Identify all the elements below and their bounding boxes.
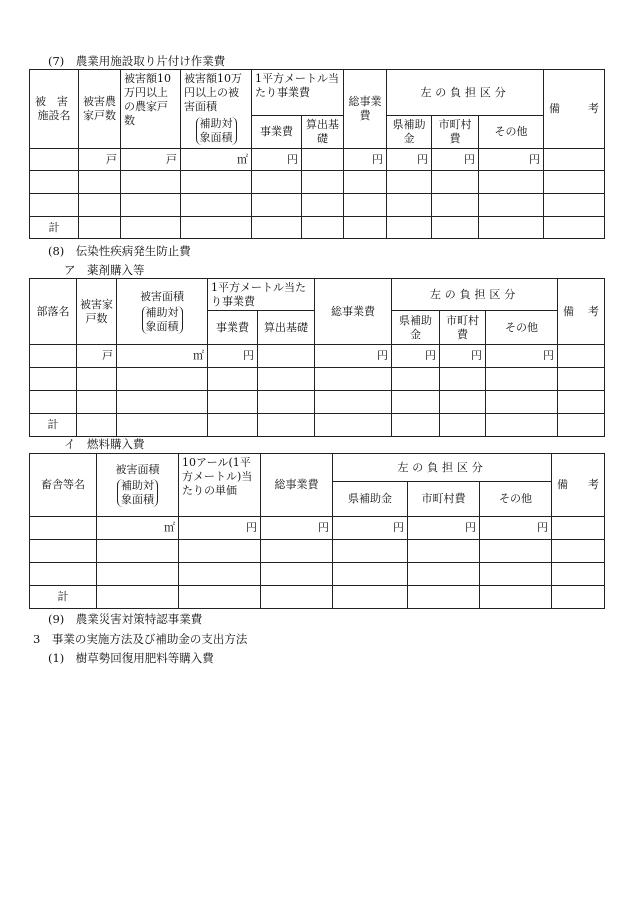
- header-remarks: 備 考: [544, 70, 605, 149]
- section-8-heading: (8) 伝染性疾病発生防止費: [48, 244, 191, 258]
- header-pref-subsidy: 県補助金: [333, 482, 408, 517]
- header-households: 被害家戸数: [77, 279, 117, 345]
- subsidy-area-note: 補助対 象面積: [196, 117, 237, 145]
- header-city-cost: 市町村費: [432, 116, 479, 149]
- facility-cleanup-table: [29, 69, 605, 239]
- header-pref-subsidy: 県補助金: [387, 116, 432, 149]
- unit-yen: 円: [408, 517, 480, 540]
- total-label: 計: [30, 217, 79, 239]
- unit-yen: 円: [479, 149, 544, 171]
- header-barn-name: 畜舎等名: [30, 454, 97, 517]
- unit-yen: 円: [480, 517, 552, 540]
- total-label: 計: [30, 586, 97, 609]
- header-calc-basis: 算出基礎: [302, 116, 344, 149]
- header-burden-split: 左の負担区分: [392, 279, 558, 311]
- unit-sqm: ㎡: [117, 345, 208, 368]
- header-total-cost: 総事業費: [315, 279, 392, 345]
- table-row-total: [30, 586, 605, 609]
- header-city-cost: 市町村費: [440, 311, 486, 345]
- table-row-total: [30, 217, 605, 239]
- header-total-cost: 総事業費: [344, 70, 387, 149]
- section-3-heading: 3 事業の実施方法及び補助金の支出方法: [33, 632, 248, 646]
- header-per-sqm-cost: 1平方メートル当たり事業費: [252, 70, 344, 116]
- header-households: 被害農家戸数: [79, 70, 121, 149]
- table-row: [30, 368, 605, 391]
- unit-household: 戸: [121, 149, 181, 171]
- unit-yen: 円: [179, 517, 261, 540]
- header-village: 部落名: [30, 279, 77, 345]
- table-row-total: [30, 414, 605, 437]
- header-other: その他: [480, 482, 552, 517]
- unit-household: 戸: [79, 149, 121, 171]
- header-10man-households: 被害額10万円以上の農家戸数: [121, 70, 181, 149]
- section-9-heading: (9) 農業災害対策特認事業費: [48, 612, 203, 626]
- section-8a-heading: ア 薬剤購入等: [64, 263, 145, 277]
- unit-yen: 円: [261, 517, 333, 540]
- section-7-heading: (7) 農業用施設取り片付け作業費: [48, 54, 226, 68]
- header-project-cost: 事業費: [252, 116, 302, 149]
- subsidy-area-note: 補助対 象面積: [117, 479, 158, 507]
- table-row: [30, 171, 605, 194]
- unit-yen: 円: [392, 345, 440, 368]
- unit-yen: 円: [486, 345, 558, 368]
- header-total-cost: 総事業費: [261, 454, 333, 517]
- header-calc-basis: 算出基礎: [258, 311, 315, 345]
- header-project-cost: 事業費: [208, 311, 258, 345]
- header-burden-split: 左の負担区分: [333, 454, 552, 482]
- header-other: その他: [486, 311, 558, 345]
- unit-household: 戸: [77, 345, 117, 368]
- unit-yen: 円: [333, 517, 408, 540]
- unit-yen: 円: [440, 345, 486, 368]
- table-row-units: [30, 517, 605, 540]
- total-label: 計: [30, 414, 77, 437]
- table-row: [30, 391, 605, 414]
- fuel-purchase-table: [29, 453, 605, 609]
- header-per-sqm-cost: 1平方メートル当たり事業費: [208, 279, 315, 311]
- header-burden-split: 左の負担区分: [387, 70, 544, 116]
- unit-yen: 円: [387, 149, 432, 171]
- unit-yen: 円: [208, 345, 258, 368]
- unit-yen: 円: [252, 149, 302, 171]
- subsidy-area-note: 補助対 象面積: [142, 306, 183, 334]
- header-damaged-area: 被害面積 補助対 象面積: [97, 454, 179, 517]
- table-row: [30, 563, 605, 586]
- header-damaged-area: 被害額10万円以上の被害面積 補助対 象面積: [181, 70, 252, 149]
- unit-yen: 円: [315, 345, 392, 368]
- unit-yen: 円: [344, 149, 387, 171]
- unit-sqm: ㎡: [181, 149, 252, 171]
- header-damaged-area: 被害面積 補助対 象面積: [117, 279, 208, 345]
- section-8b-heading: イ 燃料購入費: [64, 437, 145, 451]
- table-row-units: [30, 345, 605, 368]
- header-pref-subsidy: 県補助金: [392, 311, 440, 345]
- header-other: その他: [479, 116, 544, 149]
- section-3-1-heading: (1) 樹草勢回復用肥料等購入費: [48, 651, 214, 665]
- chemical-purchase-table: [29, 278, 605, 437]
- header-remarks: 備 考: [552, 454, 605, 517]
- header-facility-name: 被 害 施設名: [30, 70, 79, 149]
- table-row: [30, 540, 605, 563]
- table-row: [30, 194, 605, 217]
- unit-sqm: ㎡: [97, 517, 179, 540]
- header-unit-price: 10アール(1平方メートル)当たりの単価: [179, 454, 261, 517]
- header-city-cost: 市町村費: [408, 482, 480, 517]
- table-row-units: [30, 149, 605, 171]
- header-remarks: 備 考: [558, 279, 605, 345]
- unit-yen: 円: [432, 149, 479, 171]
